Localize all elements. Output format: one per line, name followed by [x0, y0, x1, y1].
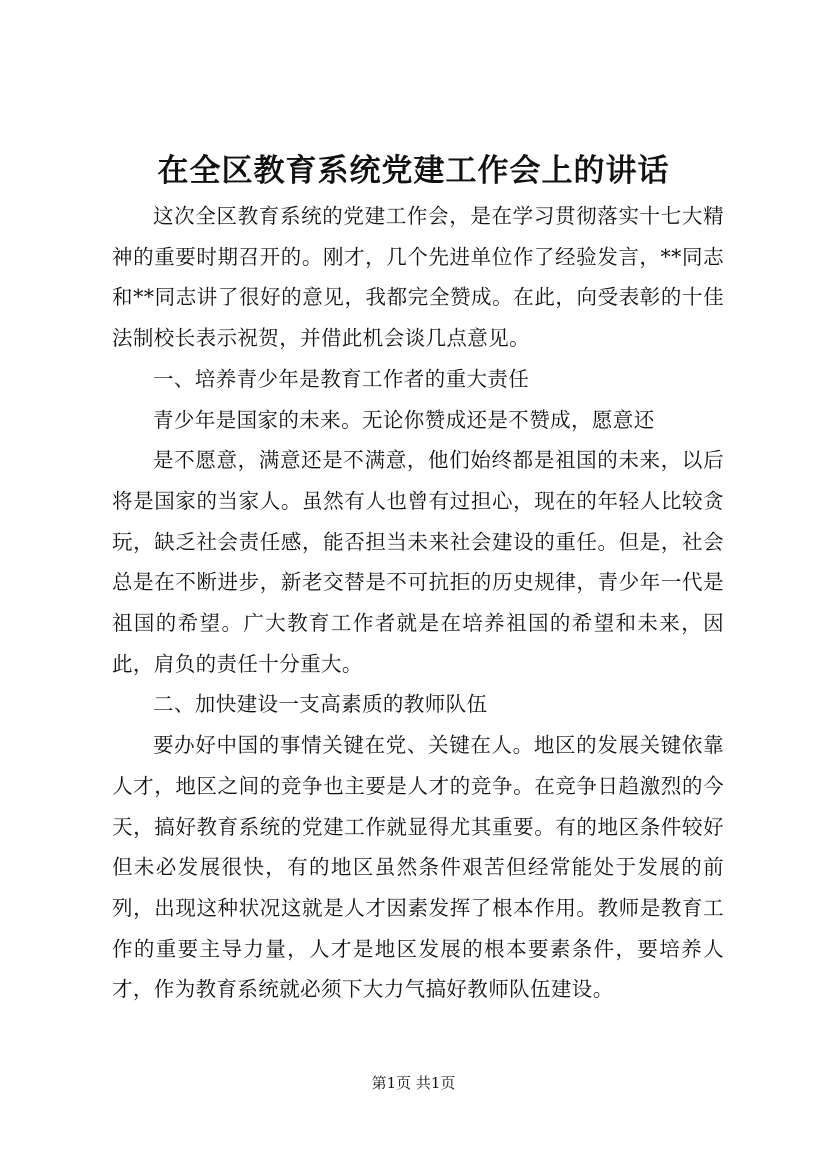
paragraph-youth-1: 青少年是国家的未来。无论你赞成还是不赞成，愿意还: [153, 407, 655, 432]
document-title: 在全区教育系统党建工作会上的讲话: [157, 153, 670, 189]
section-heading-2: 二、加快建设一支高素质的教师队伍: [153, 692, 488, 717]
paragraph-intro: 这次全区教育系统的党建工作会，是在学习贯彻落实十七大精神的重要时期召开的。刚才，几个先进单位作了经验发言，**同志和**同志讲了很好的意见，我都完全赞成。在此，向受表彰的十佳法制校长表示祝贺，并借此机会谈几点意见。: [112, 204, 724, 351]
paragraph-youth-2: 是不愿意，满意还是不满意，他们始终都是祖国的未来，以后将是国家的当家人。虽然有人也曾有过担心，现在的年轻人比较贪玩，缺乏社会责任感，能否担当未来社会建设的重任。但是，社会总是在不断进步，新老交替是不可抗拒的历史规律，青少年一代是祖国的希望。广大教育工作者就是在培养祖国的希望和未来，因此，肩负的责任十分重大。: [112, 448, 724, 676]
page-footer: 第1页 共1页: [371, 1074, 456, 1092]
document-body: [112, 196, 724, 1010]
section-heading-1: 一、培养青少年是教育工作者的重大责任: [153, 366, 530, 391]
paragraph-teachers: 要办好中国的事情关键在党、关键在人。地区的发展关键依靠人才，地区之间的竞争也主要是人才的竞争。在竞争日趋激烈的今天，搞好教育系统的党建工作就显得尤其重要。有的地区条件较好但未必发展很快，有的地区虽然条件艰苦但经常能处于发展的前列，出现这种状况这就是人才因素发挥了根本作用。教师是教育工作的重要主导力量，人才是地区发展的根本要素条件，要培养人才，作为教育系统就必须下大力气搞好教师队伍建设。: [112, 733, 724, 1002]
